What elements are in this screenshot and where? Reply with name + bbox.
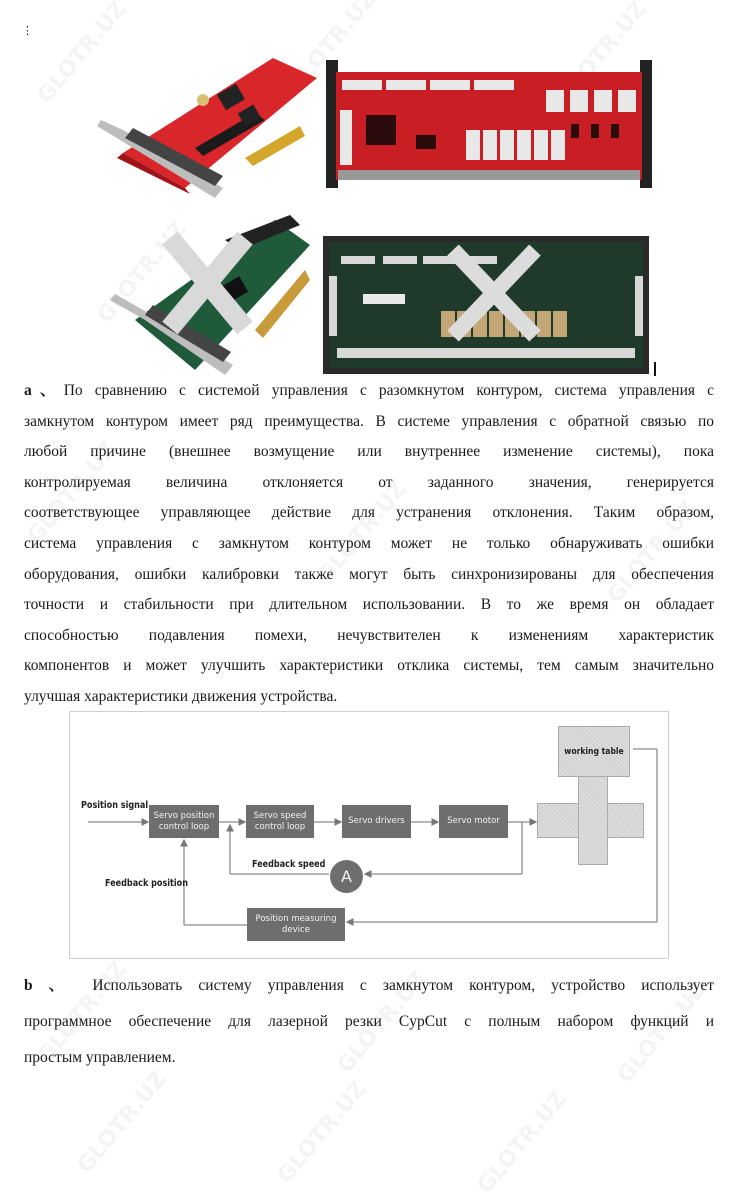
corner-mark: ⋮ — [22, 25, 33, 37]
section-a-paragraph — [24, 376, 714, 713]
text-line: система управления с замкнутом контуром может не только обнаруживать ошибки — [24, 534, 714, 552]
table-rail-vertical — [578, 774, 608, 865]
servo-speed-loop-block: Servo speed control loop — [246, 805, 314, 838]
text-line: компонентов и может улучшить характеристики отклика системы, тем самым значительно — [24, 657, 714, 675]
section-b-marker: b 、 — [24, 977, 77, 994]
feedback-position-label: Feedback position — [105, 878, 188, 889]
red-breakout-board-image — [326, 60, 652, 188]
servo-motor-block: Servo motor — [439, 805, 508, 838]
closed-loop-control-diagram — [69, 711, 669, 959]
text-line: замкнутом контуром имеет ряд преимущества. В системе управления с обратной связью по — [24, 412, 714, 430]
red-pci-card-image — [95, 48, 320, 198]
text-line: программное обеспечение для лазерной резки CypCut с полным набором функций и — [24, 1013, 714, 1030]
text-cursor — [654, 362, 656, 376]
working-table-label: working table — [564, 746, 624, 757]
green-pci-card-image — [105, 210, 315, 380]
text-line: улучшая характеристики движения устройства. — [24, 687, 338, 705]
section-b-paragraph — [24, 968, 714, 1076]
speed-sensor-icon: A — [330, 860, 363, 893]
watermark — [473, 1087, 572, 1198]
servo-position-loop-block: Servo position control loop — [149, 805, 219, 838]
watermark — [273, 1077, 372, 1188]
text-line: способностью подавления помехи, нечувствителен к изменениям характеристик — [24, 626, 714, 644]
text-line: любой причине (внешнее возмущение или внутреннее изменение системы), пока — [24, 443, 714, 461]
text-line: соответствующее управляющее действие для устранения отклонения. Таким образом, — [24, 504, 714, 522]
working-table-block — [558, 726, 630, 777]
text-line: точности и стабильности при длительном использовании. В то же время он обладает — [24, 596, 714, 614]
section-a-marker: a、 — [24, 382, 64, 399]
text-line: простым управлением. — [24, 1049, 176, 1066]
position-signal-label: Position signal — [81, 800, 149, 811]
text-line: b 、 Использовать систему управления с замкнутом контуром, устройство использует — [24, 977, 715, 994]
position-measuring-device-block: Position measuring device — [247, 908, 345, 941]
text-line: оборудования, ошибки калибровки также могут быть синхронизированы для обеспечения — [24, 565, 714, 583]
servo-drivers-block: Servo drivers — [342, 805, 411, 838]
feedback-speed-label: Feedback speed — [252, 859, 326, 870]
text-line: контролируемая величина отклоняется от заданного значения, генерируется — [24, 473, 714, 491]
green-breakout-board-image — [323, 236, 649, 374]
text-line: a、По сравнению с системой управления с разомкнутом контуром, система управления с — [24, 382, 714, 399]
watermark — [73, 1067, 172, 1178]
